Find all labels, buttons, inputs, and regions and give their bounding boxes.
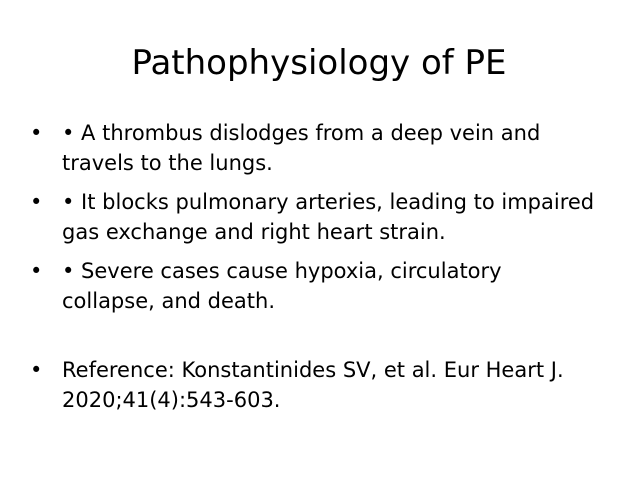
- slide-title: Pathophysiology of PE: [131, 43, 507, 83]
- bullet-text: • Severe cases cause hypoxia, circulatory collapse, and death.: [62, 259, 502, 313]
- bullet-dot-icon: •: [30, 259, 43, 283]
- bullet-text: • It blocks pulmonary arteries, leading to impaired gas exchange and right heart strain.: [62, 190, 595, 244]
- bullet-item: [30, 256, 600, 316]
- bullet-dot-icon: •: [30, 190, 43, 214]
- bullet-dot-icon: •: [30, 358, 43, 382]
- reference-item: [30, 355, 600, 415]
- bullet-dot-icon: •: [30, 121, 43, 145]
- bullet-list: [30, 118, 600, 424]
- bullet-text: • A thrombus dislodges from a deep vein and travels to the lungs.: [62, 121, 541, 175]
- reference-text: Reference: Konstantinides SV, et al. Eur Heart J. 2020;41(4):543-603.: [62, 358, 564, 412]
- bullet-item: [30, 187, 600, 247]
- bullet-item: [30, 118, 600, 178]
